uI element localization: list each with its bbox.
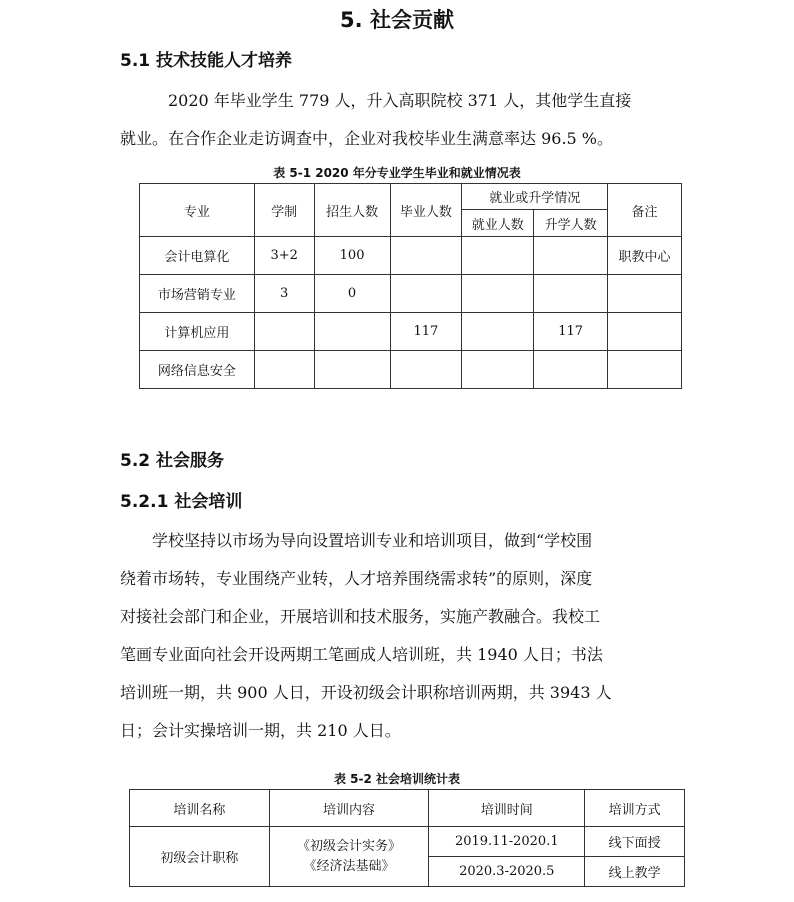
cell-training-name: 初级会计职称 — [130, 827, 270, 887]
cell-graduates — [390, 351, 462, 389]
paragraph-line: 2020 年毕业学生 779 人，升入高职院校 371 人，其他学生直接 — [168, 91, 632, 110]
header-training-time: 培训时间 — [429, 790, 585, 827]
table-row — [130, 827, 685, 857]
paragraph-line: 日；会计实操培训一期，共 210 人日。 — [120, 721, 401, 740]
content-line: 《经济法基础》 — [303, 858, 395, 874]
paragraph-5-2-1 — [120, 522, 680, 750]
table-row — [140, 313, 682, 351]
cell-training-mode: 线下面授 — [585, 827, 685, 857]
table-row — [140, 351, 682, 389]
table-row — [140, 275, 682, 313]
cell-enrolled: 100 — [314, 237, 390, 275]
cell-remarks — [608, 313, 682, 351]
section-title: 5. 社会贡献 — [340, 8, 454, 32]
paragraph-line: 对接社会部门和企业，开展培训和技术服务，实施产教融合。我校工 — [120, 607, 601, 626]
cell-graduates — [390, 237, 462, 275]
cell-major: 网络信息安全 — [140, 351, 255, 389]
cell-remarks — [608, 351, 682, 389]
cell-further-study — [534, 351, 608, 389]
header-employed: 就业人数 — [462, 210, 534, 237]
header-training-name: 培训名称 — [130, 790, 270, 827]
cell-duration: 3+2 — [254, 237, 314, 275]
cell-enrolled — [314, 313, 390, 351]
table-row — [140, 237, 682, 275]
header-training-content: 培训内容 — [269, 790, 429, 827]
paragraph-5-1 — [120, 82, 680, 158]
paragraph-line: 学校坚持以市场为导向设置培训专业和培训项目，做到“学校围 — [152, 531, 593, 550]
content-line: 《初级会计实务》 — [297, 838, 402, 854]
cell-further-study — [534, 237, 608, 275]
header-duration: 学制 — [254, 184, 314, 237]
heading-5-2-1: 5.2.1 社会培训 — [120, 492, 243, 512]
cell-employed — [462, 351, 534, 389]
cell-training-time: 2019.11-2020.1 — [429, 827, 585, 857]
cell-enrolled: 0 — [314, 275, 390, 313]
header-employment-group: 就业或升学情况 — [462, 184, 608, 210]
cell-graduates — [390, 275, 462, 313]
cell-remarks — [608, 275, 682, 313]
cell-enrolled — [314, 351, 390, 389]
cell-training-content — [269, 827, 429, 887]
header-further-study: 升学人数 — [534, 210, 608, 237]
table-5-1-caption: 表 5-1 2020 年分专业学生毕业和就业情况表 — [273, 166, 521, 180]
cell-training-time: 2020.3-2020.5 — [429, 857, 585, 887]
paragraph-line: 绕着市场转，专业围绕产业转，人才培养围绕需求转”的原则，深度 — [120, 569, 593, 588]
paragraph-line: 就业。在合作企业走访调查中，企业对我校毕业生满意率达 96.5 %。 — [120, 129, 614, 148]
paragraph-line: 笔画专业面向社会开设两期工笔画成人培训班，共 1940 人日；书法 — [120, 645, 603, 664]
cell-further-study: 117 — [534, 313, 608, 351]
cell-duration — [254, 351, 314, 389]
header-training-mode: 培训方式 — [585, 790, 685, 827]
cell-training-mode: 线上教学 — [585, 857, 685, 887]
cell-duration — [254, 313, 314, 351]
cell-employed — [462, 237, 534, 275]
header-graduates: 毕业人数 — [390, 184, 462, 237]
heading-5-2: 5.2 社会服务 — [120, 451, 225, 471]
cell-major: 会计电算化 — [140, 237, 255, 275]
cell-duration: 3 — [254, 275, 314, 313]
table-5-2 — [129, 789, 685, 887]
paragraph-line: 培训班一期，共 900 人日，开设初级会计职称培训两期，共 3943 人 — [120, 683, 612, 702]
header-major: 专业 — [140, 184, 255, 237]
heading-5-1: 5.1 技术技能人才培养 — [120, 51, 293, 71]
table-5-1 — [139, 183, 682, 389]
cell-major: 计算机应用 — [140, 313, 255, 351]
cell-employed — [462, 313, 534, 351]
cell-major: 市场营销专业 — [140, 275, 255, 313]
cell-remarks: 职教中心 — [608, 237, 682, 275]
cell-further-study — [534, 275, 608, 313]
cell-graduates: 117 — [390, 313, 462, 351]
header-remarks: 备注 — [608, 184, 682, 237]
header-enrolled: 招生人数 — [314, 184, 390, 237]
cell-employed — [462, 275, 534, 313]
table-5-2-caption: 表 5-2 社会培训统计表 — [333, 772, 461, 786]
